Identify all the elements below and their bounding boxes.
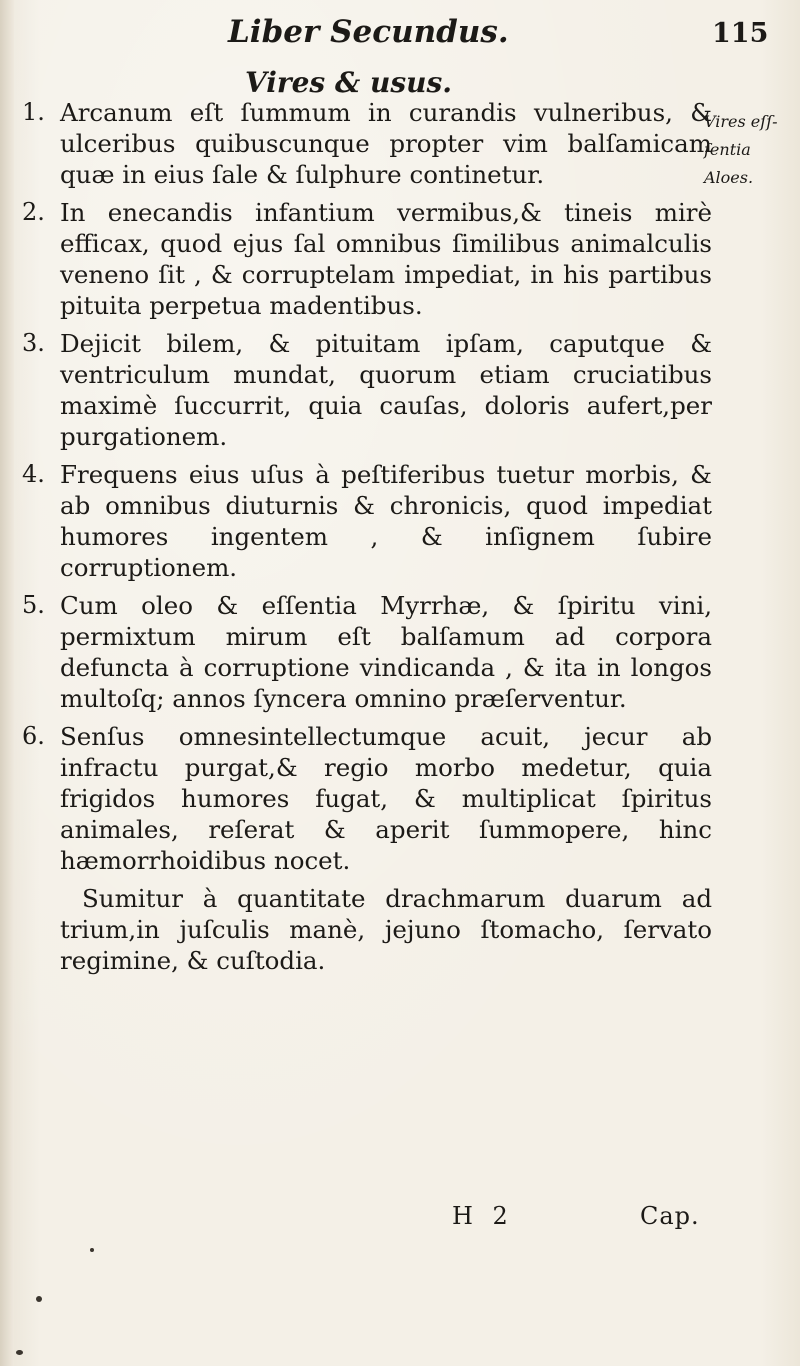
paragraph-number: 6. xyxy=(22,722,45,750)
numbered-paragraph xyxy=(22,97,712,190)
margin-note xyxy=(704,108,800,192)
numbered-paragraph xyxy=(22,328,712,452)
paragraph-text: Dejicit bilem, & pituitam ipſam, caputque & ventriculum mundat, quorum etiam cruciatibus maximè ſuccurrit, quia cauſas, doloris aufert,per purgationem. xyxy=(60,329,712,451)
section-title: Vires & usus. xyxy=(245,66,452,99)
main-text xyxy=(22,97,712,976)
catchword: Cap. xyxy=(640,1202,700,1230)
running-title: Liber Secundus. xyxy=(228,14,509,50)
ink-speck xyxy=(36,1296,42,1302)
paragraph-text: Senſus omnesintellectumque acuit, jecur ab infractu purgat,& regio morbo medetur, quia frigidos humores fugat, & multiplicat ſpiritus animales, reſerat & aperit ſummopere, hinc hæmorrhoidibus nocet. xyxy=(60,722,712,875)
paragraph-text: Frequens eius uſus à peſtiferibus tuetur morbis, & ab omnibus diuturnis & chronicis, quod impediat humores ingentem , & inſignem ſubire corruptionem. xyxy=(60,460,712,582)
paragraph-number: 4. xyxy=(22,460,45,488)
numbered-paragraph xyxy=(22,197,712,321)
paragraph-number: 2. xyxy=(22,198,45,226)
signature-mark: H 2 xyxy=(452,1202,514,1230)
paragraph-text: Cum oleo & eſſentia Myrrhæ, & ſpiritu vini, permixtum mirum eſt balſamum ad corpora defuncta à corruptione vindicanda , & ita in longos multoſq; annos ſyncera omnino præſerventur. xyxy=(60,591,712,713)
ink-speck xyxy=(90,1248,94,1252)
margin-note-line: Aloes. xyxy=(704,168,754,187)
numbered-paragraph xyxy=(22,721,712,876)
page-header xyxy=(0,14,800,54)
paragraph-number: 3. xyxy=(22,329,45,357)
numbered-paragraph xyxy=(22,590,712,714)
closing-paragraph: Sumitur à quantitate drachmarum duarum ad trium,in juſculis manè, jejuno ſtomacho, ſervato regimine, & cuſtodia. xyxy=(60,884,712,975)
paragraph-text: Arcanum eſt ſummum in curandis vulneribus, & ulceribus quibuscunque propter vim balſamicam quæ in eius ſale & ſulphure continetur. xyxy=(60,98,712,189)
ink-speck xyxy=(16,1350,23,1355)
page-footer xyxy=(0,1202,800,1236)
numbered-paragraph xyxy=(22,459,712,583)
page-gutter-shadow xyxy=(0,0,14,1366)
paragraph-text: In enecandis infantium vermibus,& tineis mirè efficax, quod ejus ſal omnibus ſimilibus animalculis veneno ſit , & corruptelam impediat, in his partibus pituita perpetua madentibus. xyxy=(60,198,712,320)
margin-note-line: Vires eſſ- xyxy=(704,112,778,131)
paragraph-number: 1. xyxy=(22,98,45,126)
paragraph-number: 5. xyxy=(22,591,45,619)
margin-note-line: ſentia xyxy=(704,140,751,159)
page-number: 115 xyxy=(712,18,769,49)
